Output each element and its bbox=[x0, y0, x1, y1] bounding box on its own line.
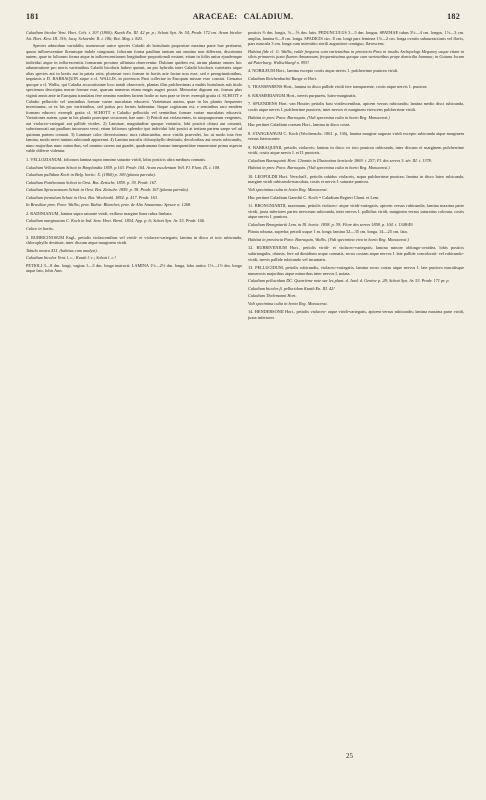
paragraph: Habitat fide cl. G. Wallis, valde frequens cum varietatibus in provincia Para in insulis Archipelagi Megoney usque etiam in silvis primaevis juxta flumen Amazonum, frequentissima quoque cum varietatibus prope domicilia humana; in Guiana locum ad Paterburg: Wullschlaegl n. 993! bbox=[248, 48, 464, 65]
paragraph: Vidi specimina culta in horto Reg. Monacensi. bbox=[248, 187, 328, 193]
paragraph: 7. SPLENDENS Hort. van Houtte; petiolis basi viridescentibus, apicem versus rubicundis; lamina medio disci rubicunda, costis atque nervis I. pulcherrime puniceis, inter nervos et marginem virescens pulcherrime viridi. bbox=[248, 101, 464, 113]
paragraph: Caladium Sprucaeanum Schott in Oest. Bot. Zeitschr. 1859. p. 38. Prodr. 167 (planta parvula). bbox=[26, 187, 189, 193]
paragraph: Caladium Purdieanum Schott in Oest. Bot. Zeitschr. 1859. p. 39. Prodr. 167. bbox=[26, 179, 158, 185]
paragraph: Tabula nostra XLI. (habitus cum analysi). bbox=[26, 247, 98, 253]
paragraph: 9. BARRAQUINII, petiolis violaceis; lamina in disco ex toto punicea rubicunda, inter discum et marginem pulcherrime viridi, costis atque nervis I. et II. puniceis. bbox=[248, 144, 464, 156]
paragraph: 14. HENDERSONII Hort., petiolis violaceo- atque viridi-variegatis, apicem versus rubicundis; lamina maxima parte viridi, juxta inferiores bbox=[248, 309, 464, 320]
paragraph: Huc pertinet Caladium Gaerdtii C. Koch = Caladium Regieri Chant. et Lem. bbox=[248, 194, 380, 200]
paragraph: Habitat in prov. Para: Barraquin. (Vidi specimina culta in horto Reg. Monacensi.) bbox=[248, 165, 390, 171]
paragraph: 2. RADINIANUM, lamina supra saturate viridi, exilimo margine linea rubra limbata. bbox=[26, 210, 173, 216]
paragraph: In Brasiliae prov. Para: Wallis; prov. Bahia: Blanchet; prov. de Alto Amazonas: Spruce n. 1268. bbox=[26, 202, 192, 208]
paragraph: Caladium marginatum C. Koch in Ind. Sem. Hort. Berol. 1854. App. p. 6; Schott Syn. Ar. 53, Prodr. 166. bbox=[26, 218, 205, 224]
family-name: ARACEAE: bbox=[192, 12, 238, 21]
paragraph: Caladium Barraquinii Hort. Chantin in Illustration horticole 1869. t. 257; Fl. des serres 3. sér. III. t. 1378. bbox=[248, 157, 432, 163]
paragraph: posticis ⅔ dm. longis, ⅛—⅙ dm. latis. PEDUNCULUS 3—5 dm. longus. SPATHAE tubus 3½—4 cm. longus, 1½—3 cm. amplus, lamina 6—8 cm. longa. SPADICIS circ. 8 cm. longi pars feminea 1½—2 cm. longa ovariis subaureactiaris vel flavis, pars mascula 3 cm. longa cum interstitio sterili augustiore contiguo, flavescens. bbox=[248, 30, 464, 47]
paragraph: Habitat in provincia Para: Barraquin, Wallis. (Vidi specimina viva in horto Reg. Monacensi.) bbox=[248, 236, 409, 242]
genus-name: CALADIUM. bbox=[243, 12, 294, 21]
paragraph: Caladium formulum Schott in Oest. Bot. Wochenbl. 1854. p. 417. Prodr. 163. bbox=[26, 194, 159, 200]
paragraph: Planta robusta, superba; petioli usque 1 m. longi; lamina 32—35 cm. longa, 14—25 cm. lata. bbox=[248, 229, 408, 235]
paragraph: Species admodum variabilis; numerosae unice species Caladii ab hortulanis propositae maxima parte hue pertinent, quum inflorescentiae florumque indole congruant, foliorum forma paullum tantum aut omnino non differant, discrimina autem, quae in foliorum forma atque in inflorescentiarum longitudine proportionali exstant, etiam in foliis unius ejusdemque individui atque in inflorescentiis formarum proxime affinium observentur. Dubium quidem est, utrum plantae omnes hoc adumeratione pro meris varietatibus Caladii bicoloris haberi queant, an pro hybridis inter Caladii bicoloris varietates atque alias species aut in hortis aut in patria ortis; plurimae vero formae in hortis arte factae non esse, sed e peregrinationibus, imprimis a D. BARRAQUIN atque a cl. WALLIS, in provincia Pará collectae in Europam missae esse constat. Censatur quoque a cl. Wallis, qui Caladia accuratissime loco natali observavit, plantas illas pulcherrimas a multis hortulanis sub titulo specierum descriptas merae formae esse, quarum numerus etiam magis augeri possit. Memoriae dignum est, formas plus viginti annis ante in Europam translatas fere omnino eandem faciem hodie ac tum prae se ferre; exempli gratia cl. SCHOTT e Caladio pellucido vel seminibus formae variae maculatas educavit. Varietatum autem, quae in his plantis frequenter inveniuntur, ut ex his pro varietatibus, sed potius pro formis habeantur. Itaque cogitarum est, e seminibus raro eandem formam educeri; exempli gratia cl. SCHOTT e Caladio pellucido vel seminibus formae variae maculatas educavit. Variationes autem, quae in his plantis praecipue occurrunt, hae sunt: 1) Petioli aut violascentes, in atropurpureum vergentes, aut violaceo-variegati aut pallide virides. 2) Laminae, magnitudine quoque variantis, lobi posticii obtusi aut rotunati, subrotruncati aut paullum introrsum versi; etiam foliorum splendor ipsi individui lobi postici at tertiam partem saepe vel ad quintam partem connati. 3) Laminae color diversissimus: mox rubiacundus, mox viridis praevalet, fac ut modo tota fere lamina, modo nervi tantum rubicundi appareant. 4) Lamina maculis chlorophyllo destitutis, decoloribus aut roseis rubicundis, nunc majoribus nunc minoribus, vel omnino carens aut guadet, quadrumana formae innequentitiae enumeratae prima aspectu valde differre videntur. bbox=[26, 43, 242, 154]
paragraph: 5. TRANSPARENS Hort., lamina in disco pallide viridi fere transparente, costis atque nervis 1. punicea. bbox=[248, 84, 428, 90]
page-number-right: 182 bbox=[447, 12, 460, 21]
text-column-left bbox=[26, 30, 242, 750]
paragraph: 10. LEOPOLDII Hort. Verschaff., petiolis rubidus violaceis, supra pulcherrime punicea; lamina in disco luteo rubicunda, margine viridi rubicundo-maculata, costis et nervis I. saturate punicea. bbox=[248, 173, 464, 185]
paragraph: Caladium Brongniartii Lem. in Ill. hortic. 1858. p. 59; Flore des serres 1858. p. 104. t. 1348/49. bbox=[248, 221, 414, 227]
paragraph: 13. PELLUCIDUM, petiolis rubicundis, violaceo-variegatis, lamina secus costas atque nervos I. late puniceo maculisque numerosis majoribus atque minoribus inter nervos I. notata. bbox=[248, 265, 464, 276]
paragraph: Caladium bicolor β. pellucidum Kunth En. III. 42! bbox=[248, 285, 335, 291]
paragraph: Caladium pallidum Koch in Belg. hortic. X. (1860) p. 169 (planta parvula). bbox=[26, 172, 156, 178]
running-title bbox=[26, 12, 460, 21]
signature-mark: 25 bbox=[346, 752, 353, 760]
running-header bbox=[26, 12, 460, 26]
paragraph: 11. BRONGNIARTII, maximum, petiolis violaceo- atque viridi-variegatis, apicem versus rubicundis; lamina maxima parte viridi, juxta inferiores partes nervorum rubicunda, inter nervos I. pallidius viridi, marginem versus saturatius colorata, costis atque nervis I. punicea. bbox=[248, 203, 464, 220]
paragraph: Caladium Reichenbachii Bange et Hort. bbox=[248, 75, 318, 81]
paragraph: Vidi specimina culta in horto Reg. Monacensi. bbox=[248, 300, 328, 306]
text-column-right bbox=[248, 30, 464, 750]
paragraph: 1. VELLOZIANUM, foliorum lamina supra omnino saturate viridi, lobis posticis ultra medium connatis. bbox=[26, 157, 207, 163]
paragraph: Caladium bicolor Vent. l. c.; Kunth l. c.; Schott l. c.! bbox=[26, 255, 116, 261]
paragraph: Caladium bicolor Vent. Hort. Cels. t. 30? (1800); Kunth En. III. 42 pr. p.; Schott Syn. Ar. 54, Prodr. 172 cm. Arum bicolor Ait. Hort. Kew. III. 316; Jacq. Schoenbr. II. t. 186; Bot. Mag. t. 820. bbox=[26, 30, 242, 41]
paragraph: PETIOLI 3—8 dm. longi, vagina 1—3 dm. longa instructi; LAMINA 1½—2½ dm. longa, lobo antico 1½—1½ dm. longo atque lato, lobis Ann. bbox=[26, 262, 242, 274]
paragraph: Caladium Thelemanni Hort. bbox=[248, 293, 297, 299]
paragraph: 6. KRAMERIANUM Hort., nervis purpureis, luteo-marginatis. bbox=[248, 92, 357, 98]
paragraph: 12. RUBRIVENIUM Hort., petiolis viridi- et violaceo-variegatis; lamina minore oblongo-ovoidea, lobis posticis subtriangulis, obtusis, fere ad dimidium usque connatis, secus costam atque nervos I. late pallide concolorati- vel rubicundo-viridi, nervis pallide rubicundo vel incarnatis. bbox=[248, 245, 464, 262]
paragraph: 3. RUBRICINOSUM Engl., petiolis violascentibus vel viridi- et violaceo-variegatis; lamina in disco et toto rubicunda, chlorophyllo destitute, inter discum atque marginem viridi. bbox=[26, 234, 242, 246]
paragraph: Cultor in hortis. bbox=[26, 225, 54, 231]
paragraph: Caladium Vellozianum Schott in Bonplandia 1859. p.163. Prodr. 164. Arum esculentum Vell. Fl. Flum. IX. t. 108. bbox=[26, 164, 221, 170]
paragraph: 8. STANGEANUM C. Koch (Wochenschr. 1861. p. 136), lamina margine augusto viridi excepto rubicunda atque marginem versus luteoscente. bbox=[248, 130, 464, 142]
paragraph: Huc pertinet Caladium roseum Hort., lamina in disco rosea. bbox=[248, 122, 351, 128]
paragraph: 4. NOBILEUM Hort., lamina excepto costis atque nervis 1. pulcherrime punicea viridi. bbox=[248, 68, 399, 74]
page-number-left: 181 bbox=[26, 12, 39, 21]
paragraph: Habitat in prov. Para: Barraquin. (Vidi specimina culta in horto Reg. Monacensi.) bbox=[248, 114, 390, 120]
paragraph: Caladium pellucidum DC. Quatrième note sur les plant. d. Jard. d. Genève p. 28; Schott Syn. Ar. 53. Prodr. 171 pr. p. bbox=[248, 278, 450, 284]
